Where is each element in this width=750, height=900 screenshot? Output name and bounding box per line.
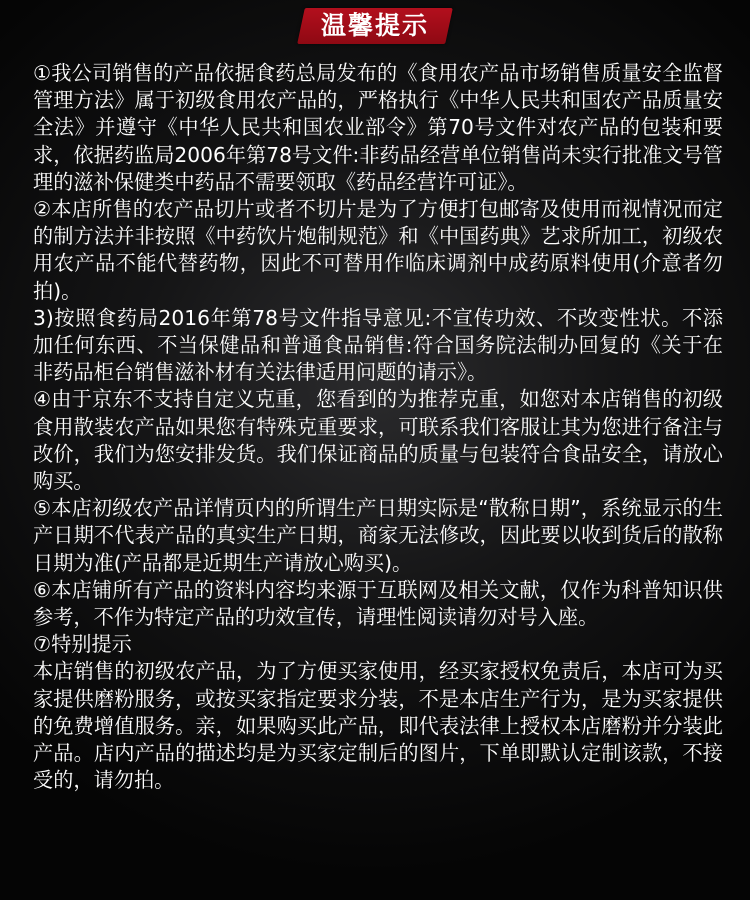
banner-container bbox=[0, 8, 750, 48]
notice-banner bbox=[297, 8, 453, 44]
notice-content bbox=[33, 60, 723, 794]
notice-paragraph-5: ⑤本店初级农产品详情页内的所谓生产日期实际是“散称日期”，系统显示的生产日期不代表产品的真实生产日期，商家无法修改，因此要以收到货后的散称日期为准(产品都是近期生产请放心购买)。 bbox=[33, 496, 723, 575]
notice-paragraph-3: 3)按照食药局2016年第78号文件指导意见:不宣传功效、不改变性状。不添加任何东西、不当保健品和普通食品销售:符合国务院法制办回复的《关于在非药品柜台销售滋补材有关法律适用问题的请示》。 bbox=[33, 305, 723, 385]
notice-paragraph-2: ②本店所售的农产品切片或者不切片是为了方便打包邮寄及使用而视情况而定的制方法并非按照《中药饮片炮制规范》和《中国药典》艺求所加工，初级农用农产品不能代替药物，因此不可替用作临床调剂中成药原料使用(介意者勿拍)。 bbox=[33, 197, 723, 303]
special-notice-heading: ⑦特别提示 bbox=[33, 632, 132, 657]
notice-paragraph-4: ④由于京东不支持自定义克重，您看到的为推荐克重，如您对本店销售的初级食用散装农产品如果您有特殊克重要求，可联系我们客服让其为您进行备注与改价，我们为您安排发货。我们保证商品的质量与包装符合食品安全，请放心购买。 bbox=[33, 387, 723, 494]
banner-title: 温馨提示 bbox=[320, 11, 429, 40]
notice-paragraph-6: ⑥本店铺所有产品的资料内容均来源于互联网及相关文献，仅作为科普知识供参考，不作为特定产品的功效宣传，请理性阅读请勿对号入座。 bbox=[33, 577, 723, 630]
notice-paragraph-1: ①我公司销售的产品依据食药总局发布的《食用农产品市场销售质量安全监督管理方法》属于初级食用农产品的，严格执行《中华人民共和国农产品质量安全法》并遵守《中华人民共和国农业部令》第70号文件对农产品的包装和要求，依据药监局2006年第78号文件:非药品经营单位销售尚未实行批准文号管理的滋补保健类中药品不需要领取《药品经营许可证》。 bbox=[33, 61, 723, 194]
special-notice-body: 本店销售的初级农产品，为了方便买家使用，经买家授权免责后，本店可为买家提供磨粉服务，或按买家指定要求分装，不是本店生产行为，是为买家提供的免费增值服务。亲，如果购买此产品，即代表法律上授权本店磨粉并分装此产品。店内产品的描述均是为买家定制后的图片，下单即默认定制该款，不接受的，请勿拍。 bbox=[33, 659, 723, 793]
